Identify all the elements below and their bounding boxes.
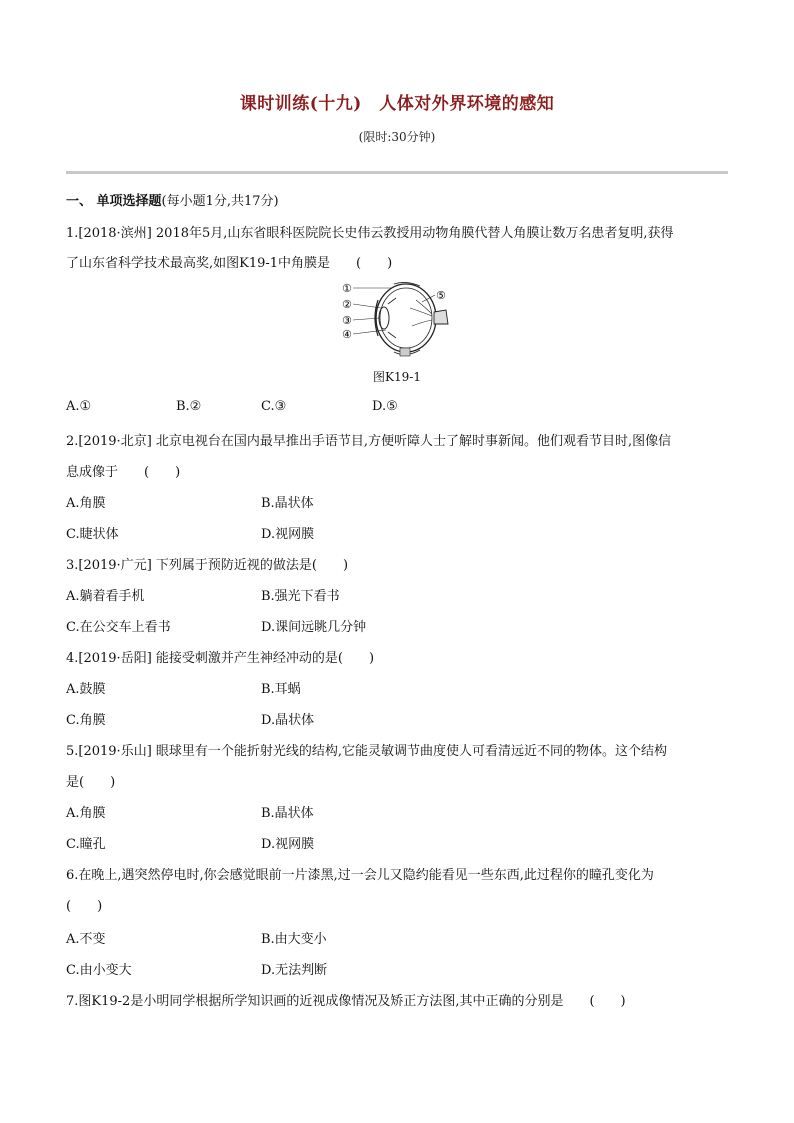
q6-option-b: B.由大变小	[261, 932, 327, 947]
q5-option-d: D.视网膜	[261, 837, 315, 852]
q4-option-d: D.晶状体	[261, 713, 315, 728]
q3-option-c: C.在公交车上看书	[66, 620, 171, 635]
question-6-line-2: ( )	[66, 899, 103, 914]
q1-option-d: D.⑤	[372, 399, 398, 414]
divider	[66, 171, 728, 174]
question-1-line-2: 了山东省科学技术最高奖,如图K19-1中角膜是 ( )	[66, 256, 393, 271]
figure-label-1: ①	[342, 282, 352, 295]
question-6-line-1: 6.在晚上,遇突然停电时,你会感觉眼前一片漆黑,过一会儿又隐约能看见一些东西,此过程你的瞳孔变化为	[66, 868, 654, 883]
q2-option-d: D.视网膜	[261, 527, 315, 542]
q2-option-a: A.角膜	[66, 496, 106, 511]
time-limit: (限时:30分钟)	[358, 130, 436, 144]
page-title: 课时训练(十九) 人体对外界环境的感知	[239, 94, 555, 114]
question-5-line-2: 是( )	[66, 775, 116, 790]
q3-option-a: A.躺着看手机	[66, 589, 145, 604]
question-4-line-1: 4.[2019·岳阳] 能接受刺激并产生神经冲动的是( )	[66, 651, 375, 666]
question-2-line-1: 2.[2019·北京] 北京电视台在国内最早推出手语节目,方便听障人士了解时事新闻。他们观看节目时,图像信	[66, 434, 672, 449]
q4-option-a: A.鼓膜	[66, 682, 106, 697]
q1-option-b: B.②	[176, 399, 202, 414]
q4-option-b: B.耳蜗	[261, 682, 301, 697]
q1-option-c: C.③	[261, 399, 287, 414]
q6-option-d: D.无法判断	[261, 963, 328, 978]
eyeball-diagram-icon	[336, 278, 456, 360]
q3-option-d: D.课间远眺几分钟	[261, 620, 367, 635]
section-heading	[66, 190, 279, 209]
question-2-line-2: 息成像于 ( )	[66, 465, 181, 480]
q2-option-c: C.睫状体	[66, 527, 119, 542]
q5-option-a: A.角膜	[66, 806, 106, 821]
q6-option-a: A.不变	[66, 932, 106, 947]
section-note: (每小题1分,共17分)	[161, 194, 279, 209]
figure-label-4: ④	[342, 328, 352, 341]
question-3-line-1: 3.[2019·广元] 下列属于预防近视的做法是( )	[66, 558, 349, 573]
q2-option-b: B.晶状体	[261, 496, 314, 511]
question-7-line-1: 7.图K19-2是小明同学根据所学知识画的近视成像情况及矫正方法图,其中正确的分别是 ( )	[66, 994, 626, 1009]
figure-label-2: ②	[342, 298, 352, 311]
q5-option-c: C.瞳孔	[66, 837, 106, 852]
q1-option-a: A.①	[66, 399, 92, 414]
q5-option-b: B.晶状体	[261, 806, 314, 821]
figure-label-5: ⑤	[436, 289, 446, 302]
q4-option-c: C.角膜	[66, 713, 106, 728]
question-1-line-1: 1.[2018·滨州] 2018年5月,山东省眼科医院院长史伟云教授用动物角膜代替人角膜让数万名患者复明,获得	[66, 226, 674, 241]
q6-option-c: C.由小变大	[66, 963, 132, 978]
section-label: 一、 单项选择题	[66, 194, 162, 209]
figure-label-3: ③	[342, 314, 352, 327]
q3-option-b: B.强光下看书	[261, 589, 340, 604]
figure-caption: 图K19-1	[373, 370, 421, 384]
question-5-line-1: 5.[2019·乐山] 眼球里有一个能折射光线的结构,它能灵敏调节曲度使人可看清远近不同的物体。这个结构	[66, 744, 668, 759]
